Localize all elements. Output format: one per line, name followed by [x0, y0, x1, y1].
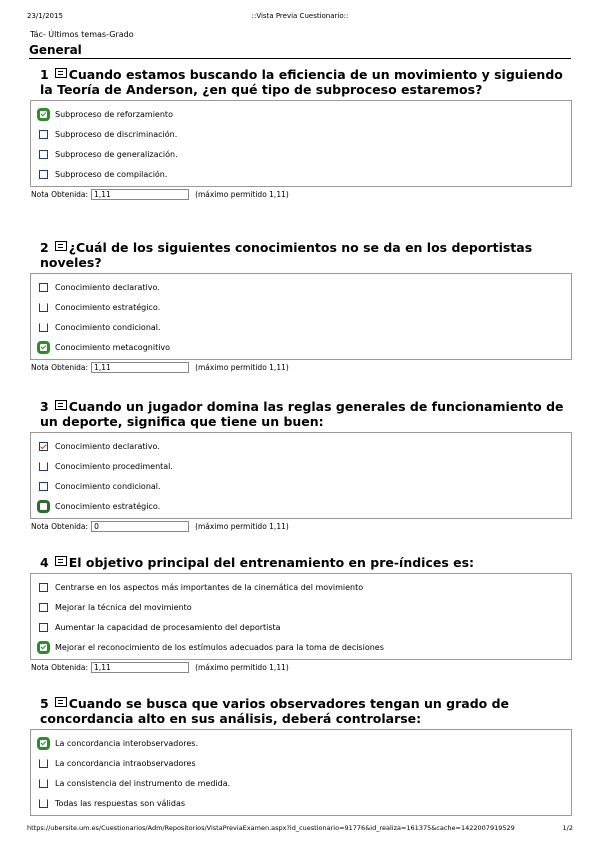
course-name: Tác- Últimos temas-Grado — [30, 30, 134, 39]
question-number: 1 — [40, 67, 49, 82]
option-label: Conocimiento condicional. — [55, 481, 161, 491]
question-type-icon — [55, 241, 67, 251]
answer-option[interactable] — [39, 793, 563, 813]
answer-option[interactable] — [39, 597, 563, 617]
options-box — [30, 573, 572, 660]
answer-option[interactable] — [39, 436, 563, 456]
score-label: Nota Obtenida: — [31, 363, 89, 372]
checked-correct-icon[interactable] — [37, 108, 50, 121]
checkbox-icon[interactable] — [39, 283, 48, 292]
question-text: Cuando se busca que varios observadores tengan un grado de concordancia alto en sus análisis, deberá controlarse: — [40, 696, 510, 726]
answer-option[interactable] — [39, 337, 563, 357]
answer-option[interactable] — [39, 476, 563, 496]
option-label: La concordancia interobservadores. — [55, 738, 198, 748]
answer-option[interactable] — [39, 144, 563, 164]
question-4 — [30, 555, 572, 673]
score-max: (máximo permitido 1,11) — [195, 363, 289, 372]
question-text: ¿Cuál de los siguientes conocimientos no se da en los deportistas noveles? — [40, 240, 533, 270]
page-number: 1/2 — [562, 824, 573, 832]
score-field[interactable]: 0 — [91, 521, 189, 532]
answer-option[interactable] — [39, 637, 563, 657]
question-number: 3 — [40, 399, 49, 414]
question-type-icon — [55, 68, 67, 78]
question-text: El objetivo principal del entrenamiento en pre-índices es: — [68, 555, 475, 570]
answer-option[interactable] — [39, 297, 563, 317]
option-label: Centrarse en los aspectos más importantes de la cinemática del movimiento — [55, 582, 364, 592]
option-label: Subproceso de discriminación. — [55, 129, 178, 139]
checkbox-icon[interactable] — [39, 130, 48, 139]
answer-option[interactable] — [39, 733, 563, 753]
option-label: Mejorar la técnica del movimiento — [55, 602, 192, 612]
question-1 — [30, 67, 572, 200]
answer-option[interactable] — [39, 773, 563, 793]
question-text: Cuando un jugador domina las reglas generales de funcionamiento de un deporte, significa que tiene un buen: — [40, 399, 564, 429]
question-2 — [30, 240, 572, 373]
option-label: Conocimiento metacognitivo — [55, 342, 171, 352]
answer-option[interactable] — [39, 753, 563, 773]
question-number: 5 — [40, 696, 49, 711]
option-label: Subproceso de reforzamiento — [55, 109, 173, 119]
question-type-icon — [55, 697, 67, 707]
checkbox-icon[interactable] — [39, 323, 48, 332]
answer-option[interactable] — [39, 617, 563, 637]
options-box — [30, 100, 572, 187]
question-number: 2 — [40, 240, 49, 255]
option-label: Todas las respuestas son válidas — [55, 798, 186, 808]
option-label: Conocimiento estratégico. — [55, 501, 161, 511]
answer-option[interactable] — [39, 577, 563, 597]
checked-correct-icon[interactable] — [37, 341, 50, 354]
option-label: Mejorar el reconocimiento de los estímulos adecuados para la toma de decisiones — [55, 642, 384, 652]
question-type-icon — [55, 400, 67, 410]
question-title — [40, 696, 572, 726]
question-title — [40, 67, 572, 97]
answer-option[interactable] — [39, 317, 563, 337]
option-label: Conocimiento condicional. — [55, 322, 161, 332]
options-box — [30, 432, 572, 519]
score-field[interactable]: 1,11 — [91, 189, 189, 200]
score-row — [31, 662, 572, 673]
answer-option[interactable] — [39, 456, 563, 476]
question-3 — [30, 399, 572, 532]
answer-option[interactable] — [39, 277, 563, 297]
options-box — [30, 273, 572, 360]
question-title — [40, 399, 572, 429]
score-label: Nota Obtenida: — [31, 663, 89, 672]
score-row — [31, 362, 572, 373]
option-label: Conocimiento declarativo. — [55, 441, 160, 451]
question-number: 4 — [40, 555, 49, 570]
option-label: Subproceso de generalización. — [55, 149, 178, 159]
checkbox-icon[interactable] — [37, 500, 50, 513]
checkbox-icon[interactable] — [39, 170, 48, 179]
question-title — [40, 555, 572, 570]
checkbox-icon[interactable] — [39, 150, 48, 159]
option-label: Conocimiento estratégico. — [55, 302, 161, 312]
checkbox-icon[interactable] — [39, 759, 48, 768]
answer-option[interactable] — [39, 104, 563, 124]
checked-correct-icon[interactable] — [37, 737, 50, 750]
option-label: Conocimiento procedimental. — [55, 461, 173, 471]
score-row — [31, 521, 572, 532]
score-field[interactable]: 1,11 — [91, 662, 189, 673]
checkbox-icon[interactable] — [39, 603, 48, 612]
checkbox-icon[interactable] — [39, 779, 48, 788]
option-label: Aumentar la capacidad de procesamiento del deportista — [55, 622, 281, 632]
question-text: Cuando estamos buscando la eficiencia de un movimiento y siguiendo la Teoría de Anderson, ¿en qué tipo de subproceso estaremos? — [40, 67, 563, 97]
option-label: La consistencia del instrumento de medida. — [55, 778, 231, 788]
checkbox-icon[interactable] — [39, 482, 48, 491]
question-title — [40, 240, 572, 270]
score-label: Nota Obtenida: — [31, 522, 89, 531]
checkbox-icon[interactable] — [39, 303, 48, 312]
score-max: (máximo permitido 1,11) — [195, 190, 289, 199]
options-box — [30, 729, 572, 816]
checkbox-icon[interactable] — [39, 623, 48, 632]
score-max: (máximo permitido 1,11) — [195, 663, 289, 672]
checkbox-icon[interactable] — [39, 583, 48, 592]
option-label: Subproceso de compilación. — [55, 169, 168, 179]
answer-option[interactable] — [39, 164, 563, 184]
option-label: Conocimiento declarativo. — [55, 282, 160, 292]
print-url: https://ubersite.um.es/Cuestionarios/Adm/Repositorios/VistaPreviaExamen.aspx?id_cuestionario=91776&id_realiza=161375&cache=1422007919529 — [27, 824, 515, 832]
print-date: 23/1/2015 — [27, 12, 63, 20]
checkbox-icon[interactable] — [39, 462, 48, 471]
section-title: General — [29, 43, 571, 59]
question-type-icon — [55, 556, 67, 566]
score-label: Nota Obtenida: — [31, 190, 89, 199]
option-label: La concordancia intraobservadores — [55, 758, 196, 768]
print-title: ::Vista Previa Cuestionario:: — [251, 12, 349, 20]
score-row — [31, 189, 572, 200]
score-field[interactable]: 1,11 — [91, 362, 189, 373]
score-max: (máximo permitido 1,11) — [195, 522, 289, 531]
print-header — [27, 12, 573, 24]
checkbox-icon[interactable] — [39, 799, 48, 808]
checked-correct-icon[interactable] — [37, 641, 50, 654]
checked-wrong-icon[interactable] — [39, 442, 48, 451]
question-5 — [30, 696, 572, 816]
answer-option[interactable] — [39, 124, 563, 144]
answer-option[interactable] — [39, 496, 563, 516]
